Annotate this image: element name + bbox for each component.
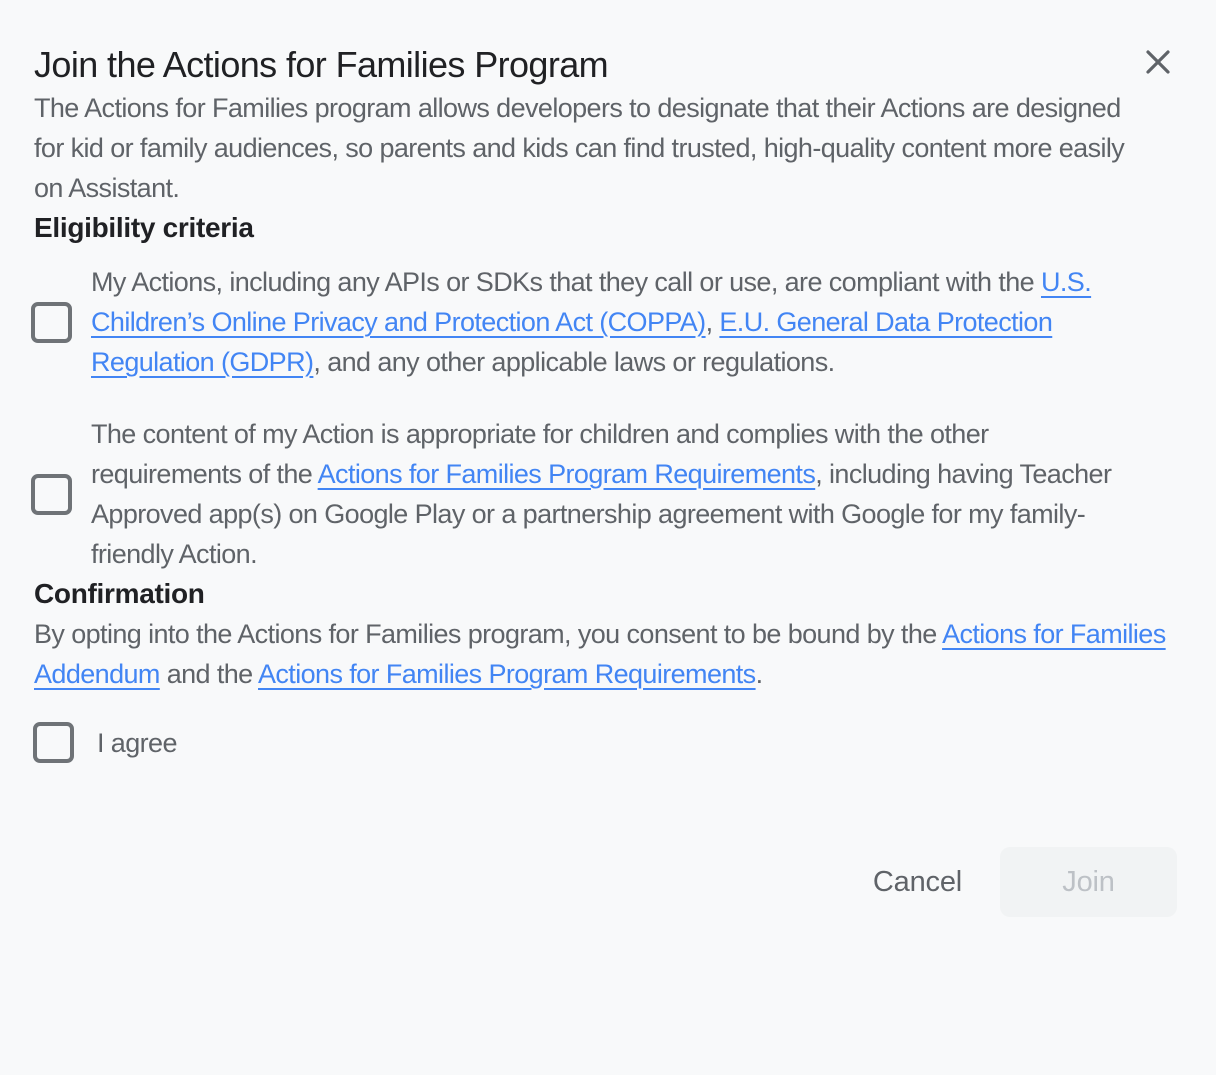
program-requirements-link[interactable]: Actions for Families Program Requirements xyxy=(317,459,816,489)
program-requirements-link[interactable]: Actions for Families Program Requirements xyxy=(258,659,756,689)
content-appropriate-checkbox[interactable] xyxy=(31,474,72,515)
confirmation-paragraph xyxy=(34,614,1180,694)
text-segment: The Actions for Families program allows developers to designate that their Actions are designed for kid or family audiences, so parents and kids can find trusted, high-quality content more easily on Assistant. xyxy=(34,93,1125,203)
content-appropriate-text xyxy=(91,414,1131,574)
close-icon xyxy=(1142,46,1174,78)
text-segment: and the xyxy=(159,659,258,689)
agree-row xyxy=(34,722,1180,763)
agree-checkbox[interactable] xyxy=(33,722,74,763)
text-segment: By opting into the Actions for Families program, you consent to be bound by the xyxy=(34,619,943,649)
text-segment: . xyxy=(755,659,763,689)
eligibility-item-compliance xyxy=(34,262,1180,382)
text-segment: , including having Teacher Approved app(s) on Google Play or a partnership agreement with Google for my family-friendly Action. xyxy=(91,459,1112,569)
dialog-title: Join the Actions for Families Program xyxy=(34,44,609,85)
text-segment: , xyxy=(705,307,720,337)
intro-paragraph xyxy=(34,88,1144,208)
text-segment: My Actions, including any APIs or SDKs that they call or use, are compliant with the xyxy=(91,267,1041,297)
confirmation-heading: Confirmation xyxy=(34,578,205,609)
close-button[interactable] xyxy=(1142,46,1174,78)
text-segment: , and any other applicable laws or regulations. xyxy=(313,347,835,377)
text-segment: The content of my Action is appropriate for children and complies with the other requirements of the xyxy=(91,419,989,489)
compliance-text xyxy=(91,262,1131,382)
coppa-link[interactable]: U.S. Children’s Online Privacy and Protection Act (COPPA) xyxy=(91,267,1092,337)
compliance-checkbox[interactable] xyxy=(31,302,72,343)
eligibility-item-content xyxy=(34,414,1180,574)
gdpr-link[interactable]: E.U. General Data Protection Regulation (GDPR) xyxy=(91,307,1053,377)
cancel-button[interactable]: Cancel xyxy=(853,847,982,917)
addendum-link[interactable]: Actions for Families Addendum xyxy=(34,619,1166,689)
agree-label: I agree xyxy=(97,727,177,758)
eligibility-heading: Eligibility criteria xyxy=(34,212,254,243)
join-button[interactable]: Join xyxy=(1000,847,1177,917)
dialog-footer xyxy=(34,847,1180,917)
dialog-header xyxy=(34,42,1180,88)
